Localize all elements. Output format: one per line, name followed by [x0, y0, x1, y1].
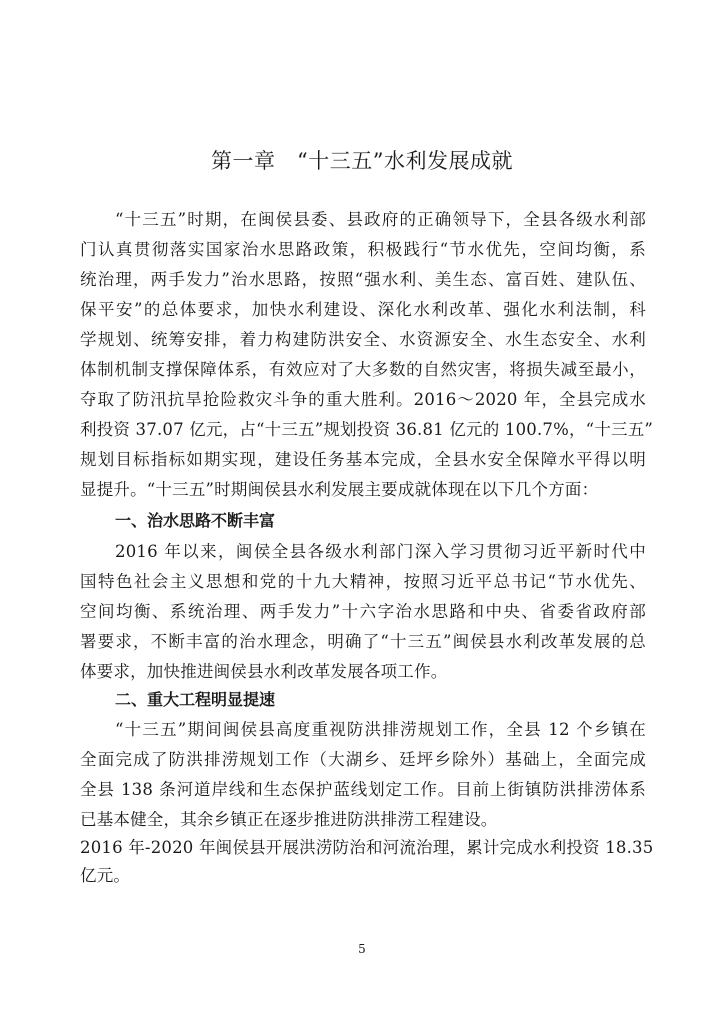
page-number: 5	[358, 942, 366, 956]
paragraph-line: 夺取了防汛抗旱抢险救灾斗争的重大胜利。2016～2020 年，全县完成水	[80, 390, 646, 409]
paragraph-line: 2016 年以来，闽侯全县各级水利部门深入学习贯彻习近平新时代中	[115, 542, 646, 561]
paragraph-line: “十三五”期间闽侯县高度重视防洪排涝规划工作，全县 12 个乡镇在	[115, 720, 646, 739]
paragraph-line: 全面完成了防洪排涝规划工作（大湖乡、廷坪乡除外）基础上，全面完成	[80, 750, 646, 769]
paragraph-line: 规划目标指标如期实现，建设任务基本完成，全县水安全保障水平得以明	[80, 450, 646, 469]
paragraph-line: 亿元。	[80, 866, 131, 885]
paragraph-line: 全县 138 条河道岸线和生态保护蓝线划定工作。目前上街镇防洪排涝体系	[80, 780, 646, 799]
paragraph-line: 统治理，两手发力”治水思路，按照“强水利、美生态、富百姓、建队伍、	[80, 270, 646, 289]
paragraph-line: 体制机制支撑保障体系，有效应对了大多数的自然灾害，将损失减至最小，	[80, 360, 646, 379]
paragraph-line: 保平安”的总体要求，加快水利建设、深化水利改革、强化水利法制，科	[80, 300, 646, 319]
paragraph-line: 门认真贯彻落实国家治水思路政策，积极践行“节水优先，空间均衡，系	[80, 240, 646, 259]
section-heading: 一、治水思路不断丰富	[115, 511, 276, 530]
chapter-title: 第一章 “十三五”水利发展成就	[211, 149, 513, 173]
section-heading: 二、重大工程明显提速	[115, 690, 276, 709]
paragraph-line: 空间均衡、系统治理、两手发力”十六字治水思路和中央、省委省政府部	[80, 602, 646, 621]
paragraph-line: 体要求，加快推进闽侯县水利改革发展各项工作。	[80, 662, 448, 681]
paragraph-line: 显提升。“十三五”时期闽侯县水利发展主要成就体现在以下几个方面：	[80, 480, 599, 499]
paragraph-line: 已基本健全，其余乡镇正在逐步推进防洪排涝工程建设。	[80, 810, 498, 829]
paragraph-line: 利投资 37.07 亿元，占“十三五”规划投资 36.81 亿元的 100.7%，“十三五”	[80, 420, 654, 439]
paragraph-line: “十三五”时期，在闽侯县委、县政府的正确领导下，全县各级水利部	[115, 210, 646, 229]
paragraph-line: 2016 年-2020 年闽侯县开展洪涝防治和河流治理，累计完成水利投资 18.35	[80, 838, 654, 857]
paragraph-line: 学规划、统筹安排，着力构建防洪安全、水资源安全、水生态安全、水利	[80, 330, 646, 349]
paragraph-line: 署要求，不断丰富的治水理念，明确了“十三五”闽侯县水利改革发展的总	[80, 632, 646, 651]
paragraph-line: 国特色社会主义思想和党的十九大精神，按照习近平总书记“节水优先、	[80, 572, 646, 591]
